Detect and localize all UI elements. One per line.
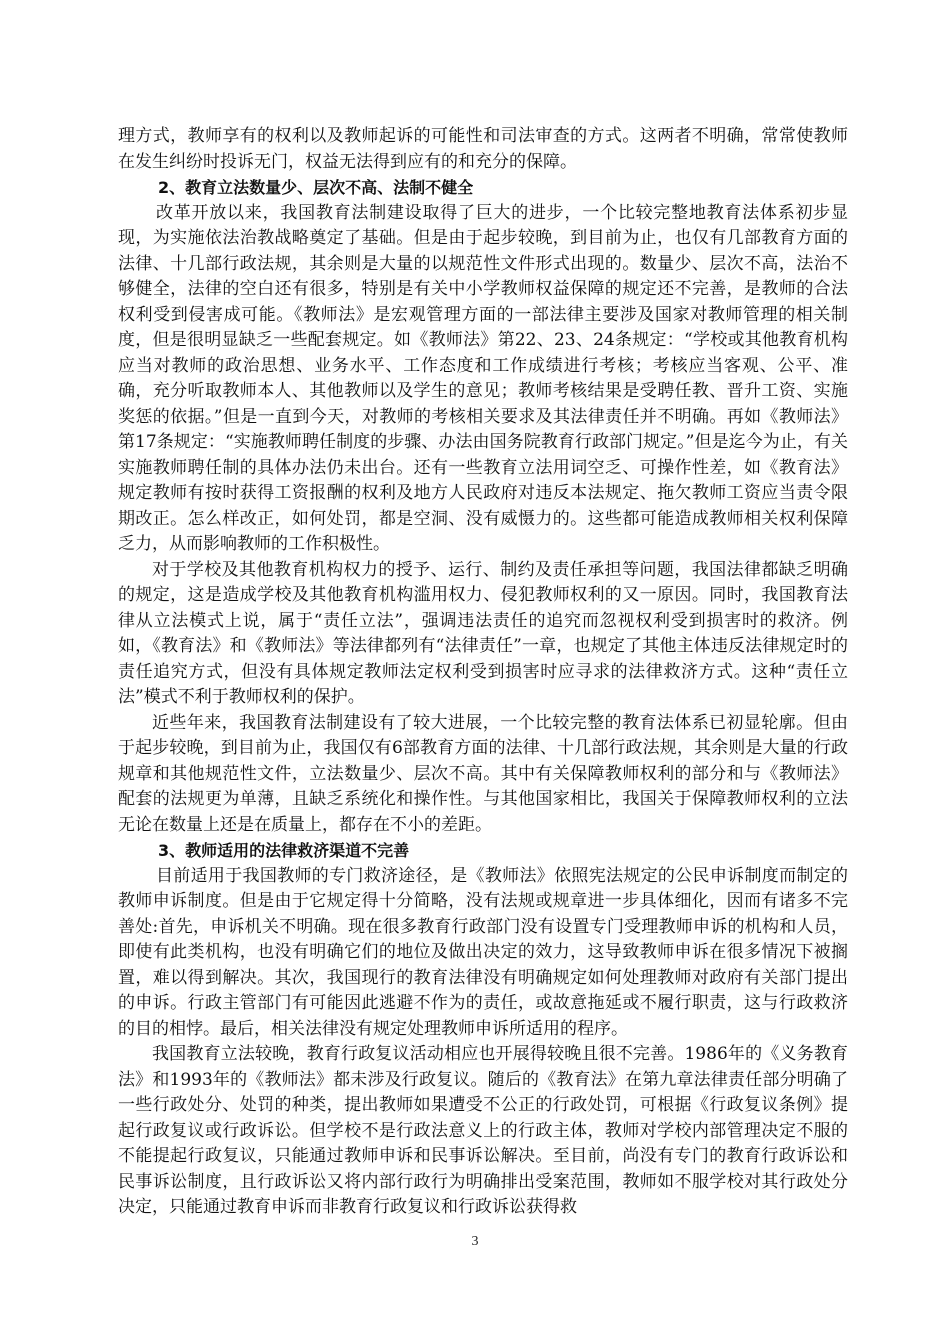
paragraph-legislation-progress: 改革开放以来，我国教育法制建设取得了巨大的进步，一个比较完整地教育法体系初步显现，为实施依法治教战略奠定了基础。但是由于起步较晚，到目前为止，也仅有几部教育方面的法律、十几部行政法规，其余则是大量的以规范性文件形式出现的。数量少、层次不高，法治不够健全，法律的空白还有很多，特别是有关中小学教师权益保障的规定还不完善，是教师的合法权利受到侵害成可能。《教师法》是宏观管理方面的一部法律主要涉及国家对教师管理的相关制度，但是很明显缺乏一些配套规定。如《教师法》第22、23、24条规定：“学校或其他教育机构应当对教师的政治思想、业务水平、工作态度和工作成绩进行考核；考核应当客观、公平、准确，充分听取教师本人、其他教师以及学生的意见；教师考核结果是受聘任教、晋升工资、实施奖惩的依据。”但是一直到今天，对教师的考核相关要求及其法律责任并不明确。再如《教师法》第17条规定：“实施教师聘任制度的步骤、办法由国务院教育行政部门规定。”但是迄今为止，有关实施教师聘任制的具体办法仍未出台。还有一些教育立法用词空乏、可操作性差，如《教育法》规定教师有按时获得工资报酬的权利及地方人民政府对违反本法规定、拖欠教师工资应当责令限期改正。怎么样改正，如何处罚，都是空洞、没有威慑力的。这些都可能造成教师相关权利保障乏力，从而影响教师的工作积极性。 <box>118 202 848 554</box>
section-heading-3: 3、教师适用的法律救济渠道不完善 <box>158 841 410 860</box>
paragraph-recent-years: 近些年来，我国教育法制建设有了较大进展，一个比较完整的教育法体系已初显轮廓。但由于起步较晚，到目前为止，我国仅有6部教育方面的法律、十几部行政法规，其余则是大量的行政规章和其他规范性文件，立法数量少、层次不高。其中有关保障教师权利的部分和与《教师法》配套的法规更为单薄，且缺乏系统化和操作性。与其他国家相比，我国关于保障教师权利的立法无论在数量上还是在质量上，都存在不小的差距。 <box>118 712 848 835</box>
paragraph-intro: 理方式，教师享有的权利以及教师起诉的可能性和司法审查的方式。这两者不明确，常常使教师在发生纠纷时投诉无门，权益无法得到应有的和充分的保障。 <box>118 126 848 172</box>
section-heading-2: 2、教育立法数量少、层次不高、法制不健全 <box>158 178 474 197</box>
page-number: 3 <box>471 1234 479 1249</box>
paragraph-administrative-review: 我国教育立法较晚，教育行政复议活动相应也开展得较晚且很不完善。1986年的《义务教育法》和1993年的《教师法》都未涉及行政复议。随后的《教育法》在第九章法律责任部分明确了一些行政处分、处罚的种类，提出教师如果遭受不公正的行政处罚，可根据《行政复议条例》提起行政复议或行政诉讼。但学校不是行政法意义上的行政主体，教师对学校内部管理决定不服的不能提起行政复议，只能通过教师申诉和民事诉讼解决。至目前，尚没有专门的教育行政诉讼和民事诉讼制度，且行政诉讼又将内部行政行为明确排出受案范围，教师如不服学校对其行政处分决定，只能通过教育申诉而非教育行政复议和行政诉讼获得救 <box>118 1044 848 1217</box>
document-page <box>118 124 848 1221</box>
paragraph-appeal-system: 目前适用于我国教师的专门救济途径，是《教师法》依照宪法规定的公民申诉制度而制定的教师申诉制度。但是由于它规定得十分简略，没有法规或规章进一步具体细化，因而有诸多不完善处:首先，申诉机关不明确。现在很多教育行政部门没有设置专门受理教师申诉的机构和人员，即使有此类机构，也没有明确它们的地位及做出决定的效力，这导致教师申诉在很多情况下被搁置，难以得到解决。其次，我国现行的教育法律没有明确规定如何处理教师对政府有关部门提出的申诉。行政主管部门有可能因此逃避不作为的责任，或故意拖延或不履行职责，这与行政救济的目的相悖。最后，相关法律没有规定处理教师申诉所适用的程序。 <box>118 865 848 1039</box>
paragraph-institution-power: 对于学校及其他教育机构权力的授予、运行、制约及责任承担等问题，我国法律都缺乏明确的规定，这是造成学校及其他教育机构滥用权力、侵犯教师权利的又一原因。同时，我国教育法律从立法模式上说，属于“责任立法”，强调违法责任的追究而忽视权利受到损害时的救济。例如，《教育法》和《教师法》等法律都列有“法律责任”一章，也规定了其他主体违反法律规定时的责任追究方式，但没有具体规定教师法定权利受到损害时应寻求的法律救济方式。这种“责任立法”模式不利于教师权利的保护。 <box>118 559 848 707</box>
